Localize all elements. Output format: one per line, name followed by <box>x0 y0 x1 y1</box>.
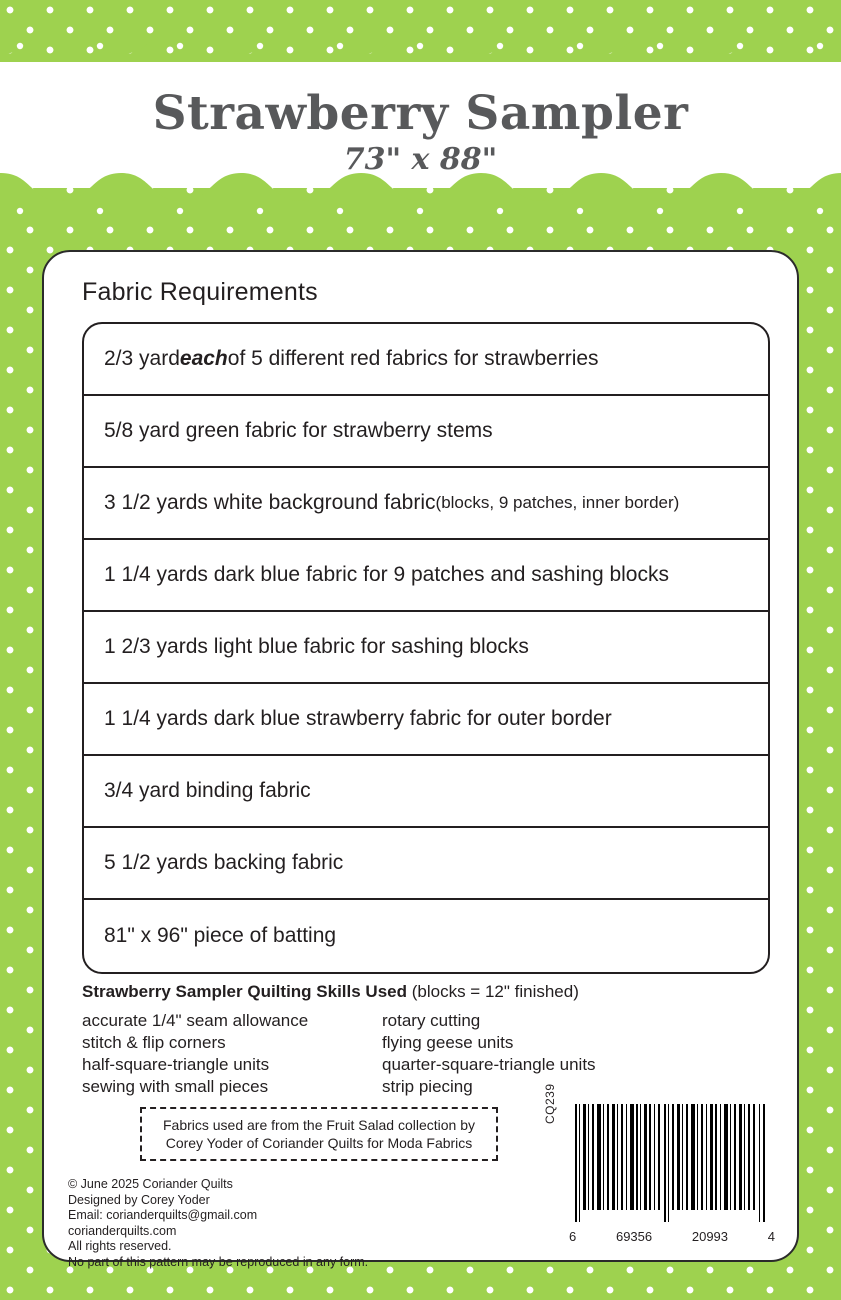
skills-heading-note: (blocks = 12" finished) <box>407 982 579 1001</box>
table-row <box>84 468 768 540</box>
copyright-block <box>68 1177 368 1270</box>
barcode-digits-mid-right: 20993 <box>691 1229 729 1244</box>
requirement-text-pre: 3 1/2 yards white background fabric <box>104 491 436 514</box>
list-item: flying geese units <box>382 1033 514 1052</box>
requirement-text-pre: 2/3 yard <box>104 347 180 370</box>
requirement-text-pre: 1 1/4 yards dark blue strawberry fabric for outer border <box>104 707 612 730</box>
list-item: rotary cutting <box>382 1011 481 1030</box>
barcode-digit-left: 6 <box>569 1229 577 1244</box>
email-line: Email: corianderquilts@gmail.com <box>68 1208 258 1222</box>
barcode-digits-mid-left: 69356 <box>615 1229 653 1244</box>
skills-list <box>82 1010 722 1097</box>
list-item: strip piecing <box>382 1077 473 1096</box>
rights-line: All rights reserved. <box>68 1239 172 1253</box>
requirement-text-pre: 3/4 yard binding fabric <box>104 779 311 802</box>
page-title: Strawberry Sampler <box>152 86 689 141</box>
requirement-text-pre: 5 1/2 yards backing fabric <box>104 851 344 874</box>
list-item: accurate 1/4" seam allowance <box>82 1011 309 1030</box>
table-row <box>84 324 768 396</box>
requirement-text-pre: 1 1/4 yards dark blue fabric for 9 patches and sashing blocks <box>104 563 669 586</box>
fabric-credit-line-1: Fabrics used are from the Fruit Salad collection by <box>162 1117 476 1133</box>
table-row <box>84 900 768 972</box>
table-row <box>84 684 768 756</box>
requirement-text-pre: 81" x 96" piece of batting <box>104 924 337 947</box>
website-line: corianderquilts.com <box>68 1223 177 1238</box>
requirement-text-post: of 5 different red fabrics for strawberries <box>227 347 599 370</box>
list-item: half-square-triangle units <box>82 1055 270 1074</box>
barcode-area <box>543 1083 779 1244</box>
fabric-requirements-heading: Fabric Requirements <box>82 278 318 306</box>
barcode-image <box>569 1104 775 1222</box>
header-band <box>0 0 841 214</box>
designer-line: Designed by Corey Yoder <box>68 1192 210 1207</box>
table-row <box>84 396 768 468</box>
sku-code: CQ239 <box>543 1083 557 1124</box>
table-row <box>84 828 768 900</box>
barcode-digit-right: 4 <box>767 1229 775 1244</box>
table-row <box>84 756 768 828</box>
requirement-text-emphasis: each <box>179 347 228 370</box>
barcode-digits <box>569 1229 775 1244</box>
table-row <box>84 612 768 684</box>
copyright-line: © June 2025 Coriander Quilts <box>68 1177 233 1191</box>
skills-heading <box>82 982 579 1002</box>
quilt-dimensions: 73" x 88" <box>343 142 498 177</box>
fabric-credit-line-2: Corey Yoder of Coriander Quilts for Moda Fabrics <box>165 1135 473 1151</box>
table-row <box>84 540 768 612</box>
content-card <box>42 250 799 1269</box>
requirement-text-pre: 1 2/3 yards light blue fabric for sashing blocks <box>104 635 529 658</box>
list-item: stitch & flip corners <box>82 1033 226 1052</box>
fabric-credit-box <box>140 1107 498 1161</box>
skills-heading-bold: Strawberry Sampler Quilting Skills Used <box>82 982 407 1001</box>
list-item: quarter-square-triangle units <box>382 1055 596 1074</box>
fabric-requirements-table <box>82 322 770 974</box>
requirement-text-note: (blocks, 9 patches, inner border) <box>435 493 680 512</box>
requirement-text-pre: 5/8 yard green fabric for strawberry stems <box>104 419 493 442</box>
reproduction-line: No part of this pattern may be reproduced in any form. <box>68 1254 369 1269</box>
list-item: sewing with small pieces <box>82 1077 269 1096</box>
